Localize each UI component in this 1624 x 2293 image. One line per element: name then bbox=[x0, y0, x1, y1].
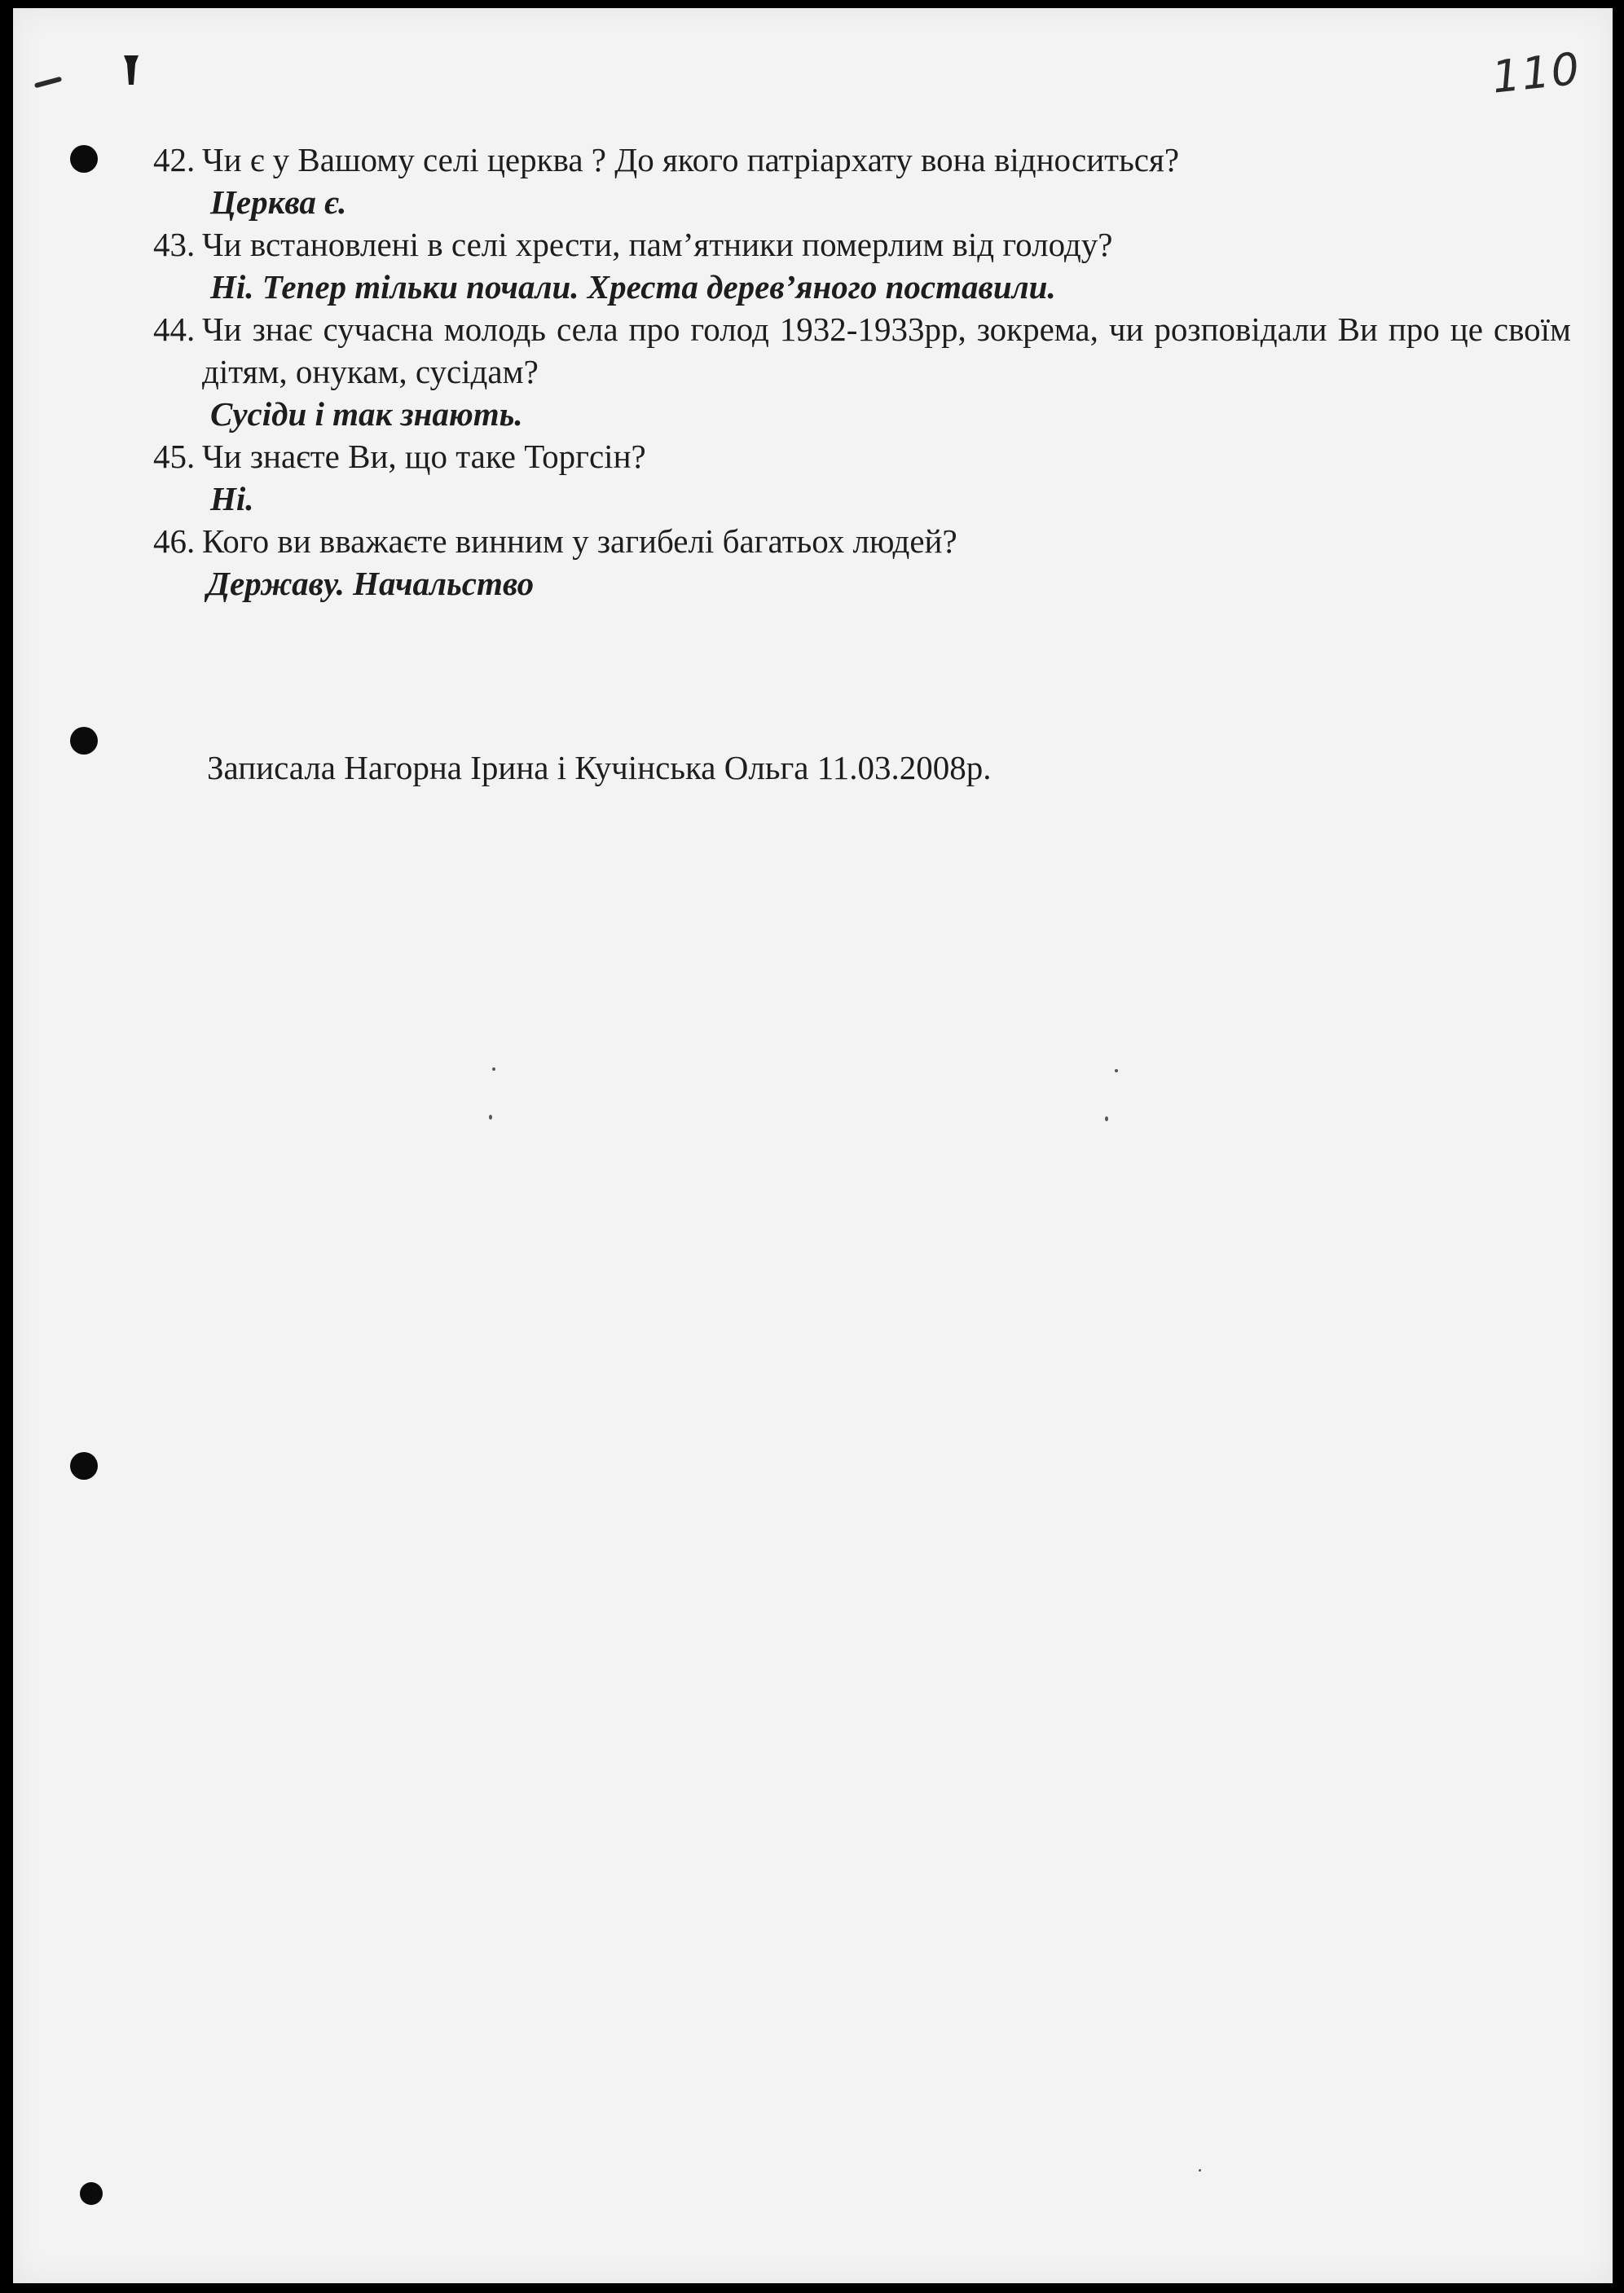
answer-text: Сусіди і так знають. bbox=[210, 395, 523, 433]
punch-hole bbox=[70, 727, 98, 755]
qa-item bbox=[153, 139, 1571, 223]
pencil-mark bbox=[34, 77, 62, 89]
punch-hole bbox=[70, 1452, 98, 1480]
question-text: Чи знає сучасна молодь села про голод 1932-1933рр, зокрема, чи розповідали Ви про це своїм дітям, онукам, сусідам? bbox=[202, 310, 1571, 390]
scan-speck bbox=[489, 1115, 492, 1120]
qa-item bbox=[153, 223, 1571, 308]
answer-text: Церква є. bbox=[210, 183, 347, 221]
qa-item bbox=[153, 308, 1571, 435]
scan-speck bbox=[1115, 1069, 1118, 1072]
question-text: Чи знаєте Ви, що таке Торгсін? bbox=[202, 438, 646, 475]
question-number: 45. bbox=[153, 438, 196, 475]
question-number: 42. bbox=[153, 141, 196, 178]
qa-item bbox=[153, 435, 1571, 520]
recorder-signature-line: Записала Нагорна Ірина і Кучінська Ольга 11.03.2008р. bbox=[207, 749, 992, 786]
punch-hole bbox=[80, 2182, 103, 2205]
question-text: Чи встановлені в селі хрести, пам’ятники померлим від голоду? bbox=[202, 226, 1113, 263]
answer-text: Державу. Начальство bbox=[207, 565, 535, 602]
answer-text: Ні. Тепер тільки почали. Хреста дерев’яного поставили. bbox=[210, 268, 1056, 306]
qa-item bbox=[153, 520, 1571, 605]
question bbox=[153, 223, 1571, 266]
question bbox=[153, 520, 1571, 562]
scan-speck bbox=[1199, 2169, 1201, 2172]
question-number: 46. bbox=[153, 522, 196, 560]
punch-hole bbox=[70, 145, 98, 173]
question bbox=[153, 308, 1571, 393]
question-number: 44. bbox=[153, 310, 196, 348]
question bbox=[153, 435, 1571, 478]
staple-mark bbox=[122, 52, 140, 90]
question-text: Чи є у Вашому селі церква ? До якого патріархату вона відноситься? bbox=[202, 141, 1180, 178]
scan-speck bbox=[1105, 1116, 1108, 1121]
document-page bbox=[13, 8, 1613, 2283]
answer-text: Ні. bbox=[210, 480, 254, 517]
question bbox=[153, 139, 1571, 181]
scan-speck bbox=[492, 1067, 495, 1071]
questionnaire-text bbox=[153, 139, 1571, 605]
page-number: 110 bbox=[1490, 42, 1584, 103]
question-number: 43. bbox=[153, 226, 196, 263]
question-text: Кого ви вважаєте винним у загибелі багатьох людей? bbox=[202, 522, 957, 560]
